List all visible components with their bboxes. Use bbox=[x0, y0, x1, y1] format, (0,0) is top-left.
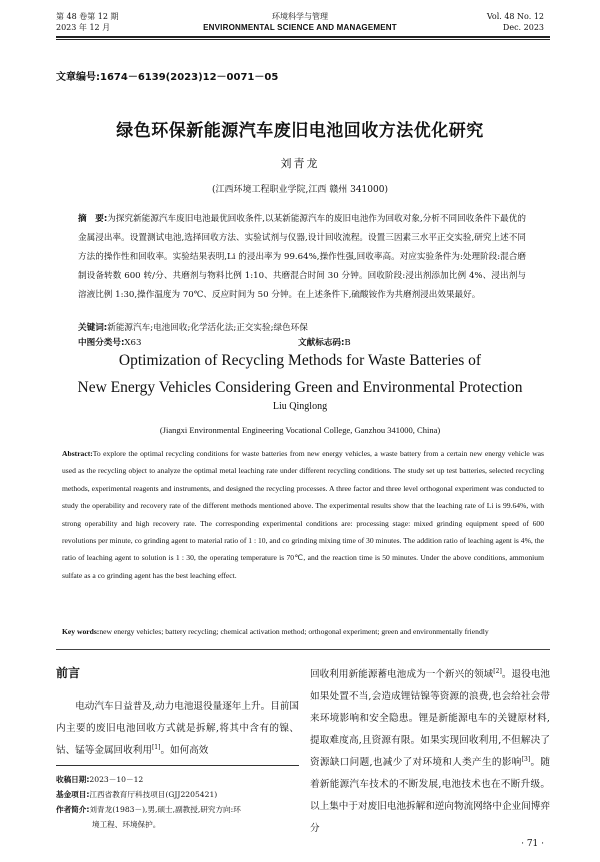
volume-issue-cn: 第 48 卷第 12 期 bbox=[56, 12, 119, 21]
fund-info bbox=[56, 787, 299, 802]
abstract-label-en: Abstract: bbox=[62, 449, 93, 458]
keywords-text-en: new energy vehicles; battery recycling; chemical activation method; orthogonal experiment; green and environmentally friendly bbox=[99, 627, 489, 636]
author-bio bbox=[56, 802, 299, 817]
abstract-text-cn: 为探究新能源汽车废旧电池最优回收条件,以某新能源汽车的废旧电池作为回收对象,分析不同回收条件下最优的金属浸出率。设置测试电池,选择回收方法、实验试剂与仪器,设计回收流程。设置三因素三水平正交实验,研究上述不同方法的操作性和回收率。实验结果表明,Li 的浸出率为 99.64%,操作性强,回收率高。对应实验条件为:处理阶段:混合磨制设备转数 600 转/分、共磨剂与物料比例 1:10、共磨混合时间 30 分钟。回收阶段:浸出剂添加比例 4%、浸出剂与溶液比例 1:30,操作温度为 70℃、反应时间为 50 分钟。在上述条件下,硫酸铵作为共磨剂浸出效果最好。 bbox=[78, 214, 526, 300]
keywords-cn bbox=[78, 321, 526, 335]
section-divider bbox=[56, 649, 550, 650]
keywords-en bbox=[62, 626, 544, 638]
body-right-column bbox=[310, 664, 550, 840]
class-value: X63 bbox=[124, 338, 142, 348]
body-paragraph-left bbox=[56, 696, 299, 762]
page-number: · 71 · bbox=[521, 839, 544, 849]
header-rule-thin bbox=[56, 39, 550, 40]
footnote-rule bbox=[56, 765, 299, 766]
citation-ref: [1] bbox=[151, 743, 161, 751]
title-en-line1: Optimization of Recycling Methods for Waste Batteries of bbox=[118, 352, 482, 369]
right-para-part3: 。随着新能源汽车技术的不断发展,电池技术也在不断升级。以上集中于对废旧电池拆解和逆向物流网络中企业间博弈分 bbox=[310, 757, 550, 834]
received-date bbox=[56, 772, 299, 787]
header-rule-thick bbox=[56, 36, 550, 38]
received-value: 2023－10－12 bbox=[89, 775, 144, 784]
fund-label: 基金项目: bbox=[56, 790, 90, 799]
date-cn: 2023 年 12 月 bbox=[56, 23, 111, 32]
left-para-text: 电动汽车日益普及,动力电池退役量逐年上升。目前国内主要的废旧电池回收方式就是拆解,将其中含有的镍、钴、锰等金属回收利用 bbox=[56, 701, 299, 756]
affiliation-en: (Jiangxi Environmental Engineering Vocational College, Ganzhou 341000, China) bbox=[159, 425, 441, 435]
paper-title-en bbox=[0, 347, 600, 401]
left-para-tail: 。如何高效 bbox=[160, 745, 209, 756]
abstract-text-en: To explore the optimal recycling conditions for waste batteries from new energy vehicles, a waste battery from a certain new energy vehicle was used as the recycling object to analyze the optimal metal leaching rate under different recycling conditions. The study set up test batteries, selected recycling methods, experimental reagents and instruments, and designed the recycling processes. A three factor and three level orthogonal experiment was conducted to study the operability and recovery rate of the different methods mentioned above. The experimental results show that the leaching rate of Li is 99.64%, with strong operability and high recovery rate. The corresponding experimental conditions are: processing stage: mixed grinding equipment speed of 600 revolutions per minute, co grinding agent to material ratio of 1 : 10, and co grinding mixing time of 30 minutes. The addition ratio of leaching agent is 4%, the ratio of leaching agent to solution is 1 : 30, the operating temperature is 70℃, and the reaction time is 50 minutes. Under the above conditions, ammonium sulfate as a co grinding agent has the best leaching effect. bbox=[62, 449, 544, 580]
citation-ref-2: [2] bbox=[493, 667, 502, 675]
author-en: Liu Qinglong bbox=[272, 401, 328, 412]
keywords-text-cn: 新能源汽车;电池回收;化学活化法;正交实验;绿色环保 bbox=[107, 323, 308, 333]
body-left-column bbox=[56, 664, 299, 762]
footnotes bbox=[56, 772, 299, 832]
keywords-label-en: Key words: bbox=[62, 627, 100, 636]
abstract-en bbox=[62, 445, 544, 584]
journal-name-cn: 环境科学与管理 bbox=[272, 12, 328, 21]
section-title: 前言 bbox=[56, 666, 81, 680]
received-label: 收稿日期: bbox=[56, 775, 90, 784]
keywords-label-cn: 关键词: bbox=[78, 323, 108, 333]
class-label: 中图分类号: bbox=[78, 338, 125, 348]
body-paragraph-right bbox=[310, 664, 550, 840]
author-bio-label: 作者简介: bbox=[56, 805, 90, 814]
volume-issue-en: Vol. 48 No. 12 bbox=[486, 12, 544, 21]
date-en: Dec. 2023 bbox=[502, 23, 544, 32]
citation-ref-3: [3] bbox=[521, 755, 531, 763]
journal-name-en: ENVIRONMENTAL SCIENCE AND MANAGEMENT bbox=[203, 23, 397, 32]
doc-label: 文献标志码: bbox=[298, 338, 345, 348]
abstract-label-cn: 摘 要: bbox=[78, 214, 108, 224]
author-bio-line1: 刘青龙(1983－),男,硕士,副教授,研究方向:环 bbox=[89, 805, 241, 814]
right-para-part2: 。退役电池如果处置不当,会造成锂钴镍等资源的浪费,也会给社会带来环境影响和安全隐患。锂是新能源电车的关键原材料,提取难度高,且资源有限。如果实现回收利用,不但解决了资源缺口问题,也减少了对环境和人类产生的影响 bbox=[310, 669, 551, 768]
article-number: 文章编号:1674－6139(2023)12－0071－05 bbox=[56, 72, 279, 83]
author-bio-line2: 境工程、环境保护。 bbox=[92, 820, 161, 829]
right-para-part1: 回收利用新能源蓄电池成为一个新兴的领域 bbox=[310, 669, 494, 680]
fund-value: 江西省教育厅科技项目(GJJ2205421) bbox=[89, 790, 218, 799]
title-en-line2: New Energy Vehicles Considering Green and Environmental Protection bbox=[77, 379, 523, 396]
author-cn: 刘青龙 bbox=[280, 157, 320, 170]
paper-title-cn: 绿色环保新能源汽车废旧电池回收方法优化研究 bbox=[116, 121, 484, 141]
journal-volume-issue-en bbox=[487, 11, 544, 33]
doc-value: B bbox=[344, 338, 351, 348]
affiliation-cn: (江西环境工程职业学院,江西 赣州 341000) bbox=[212, 185, 388, 195]
abstract-cn bbox=[78, 210, 526, 305]
